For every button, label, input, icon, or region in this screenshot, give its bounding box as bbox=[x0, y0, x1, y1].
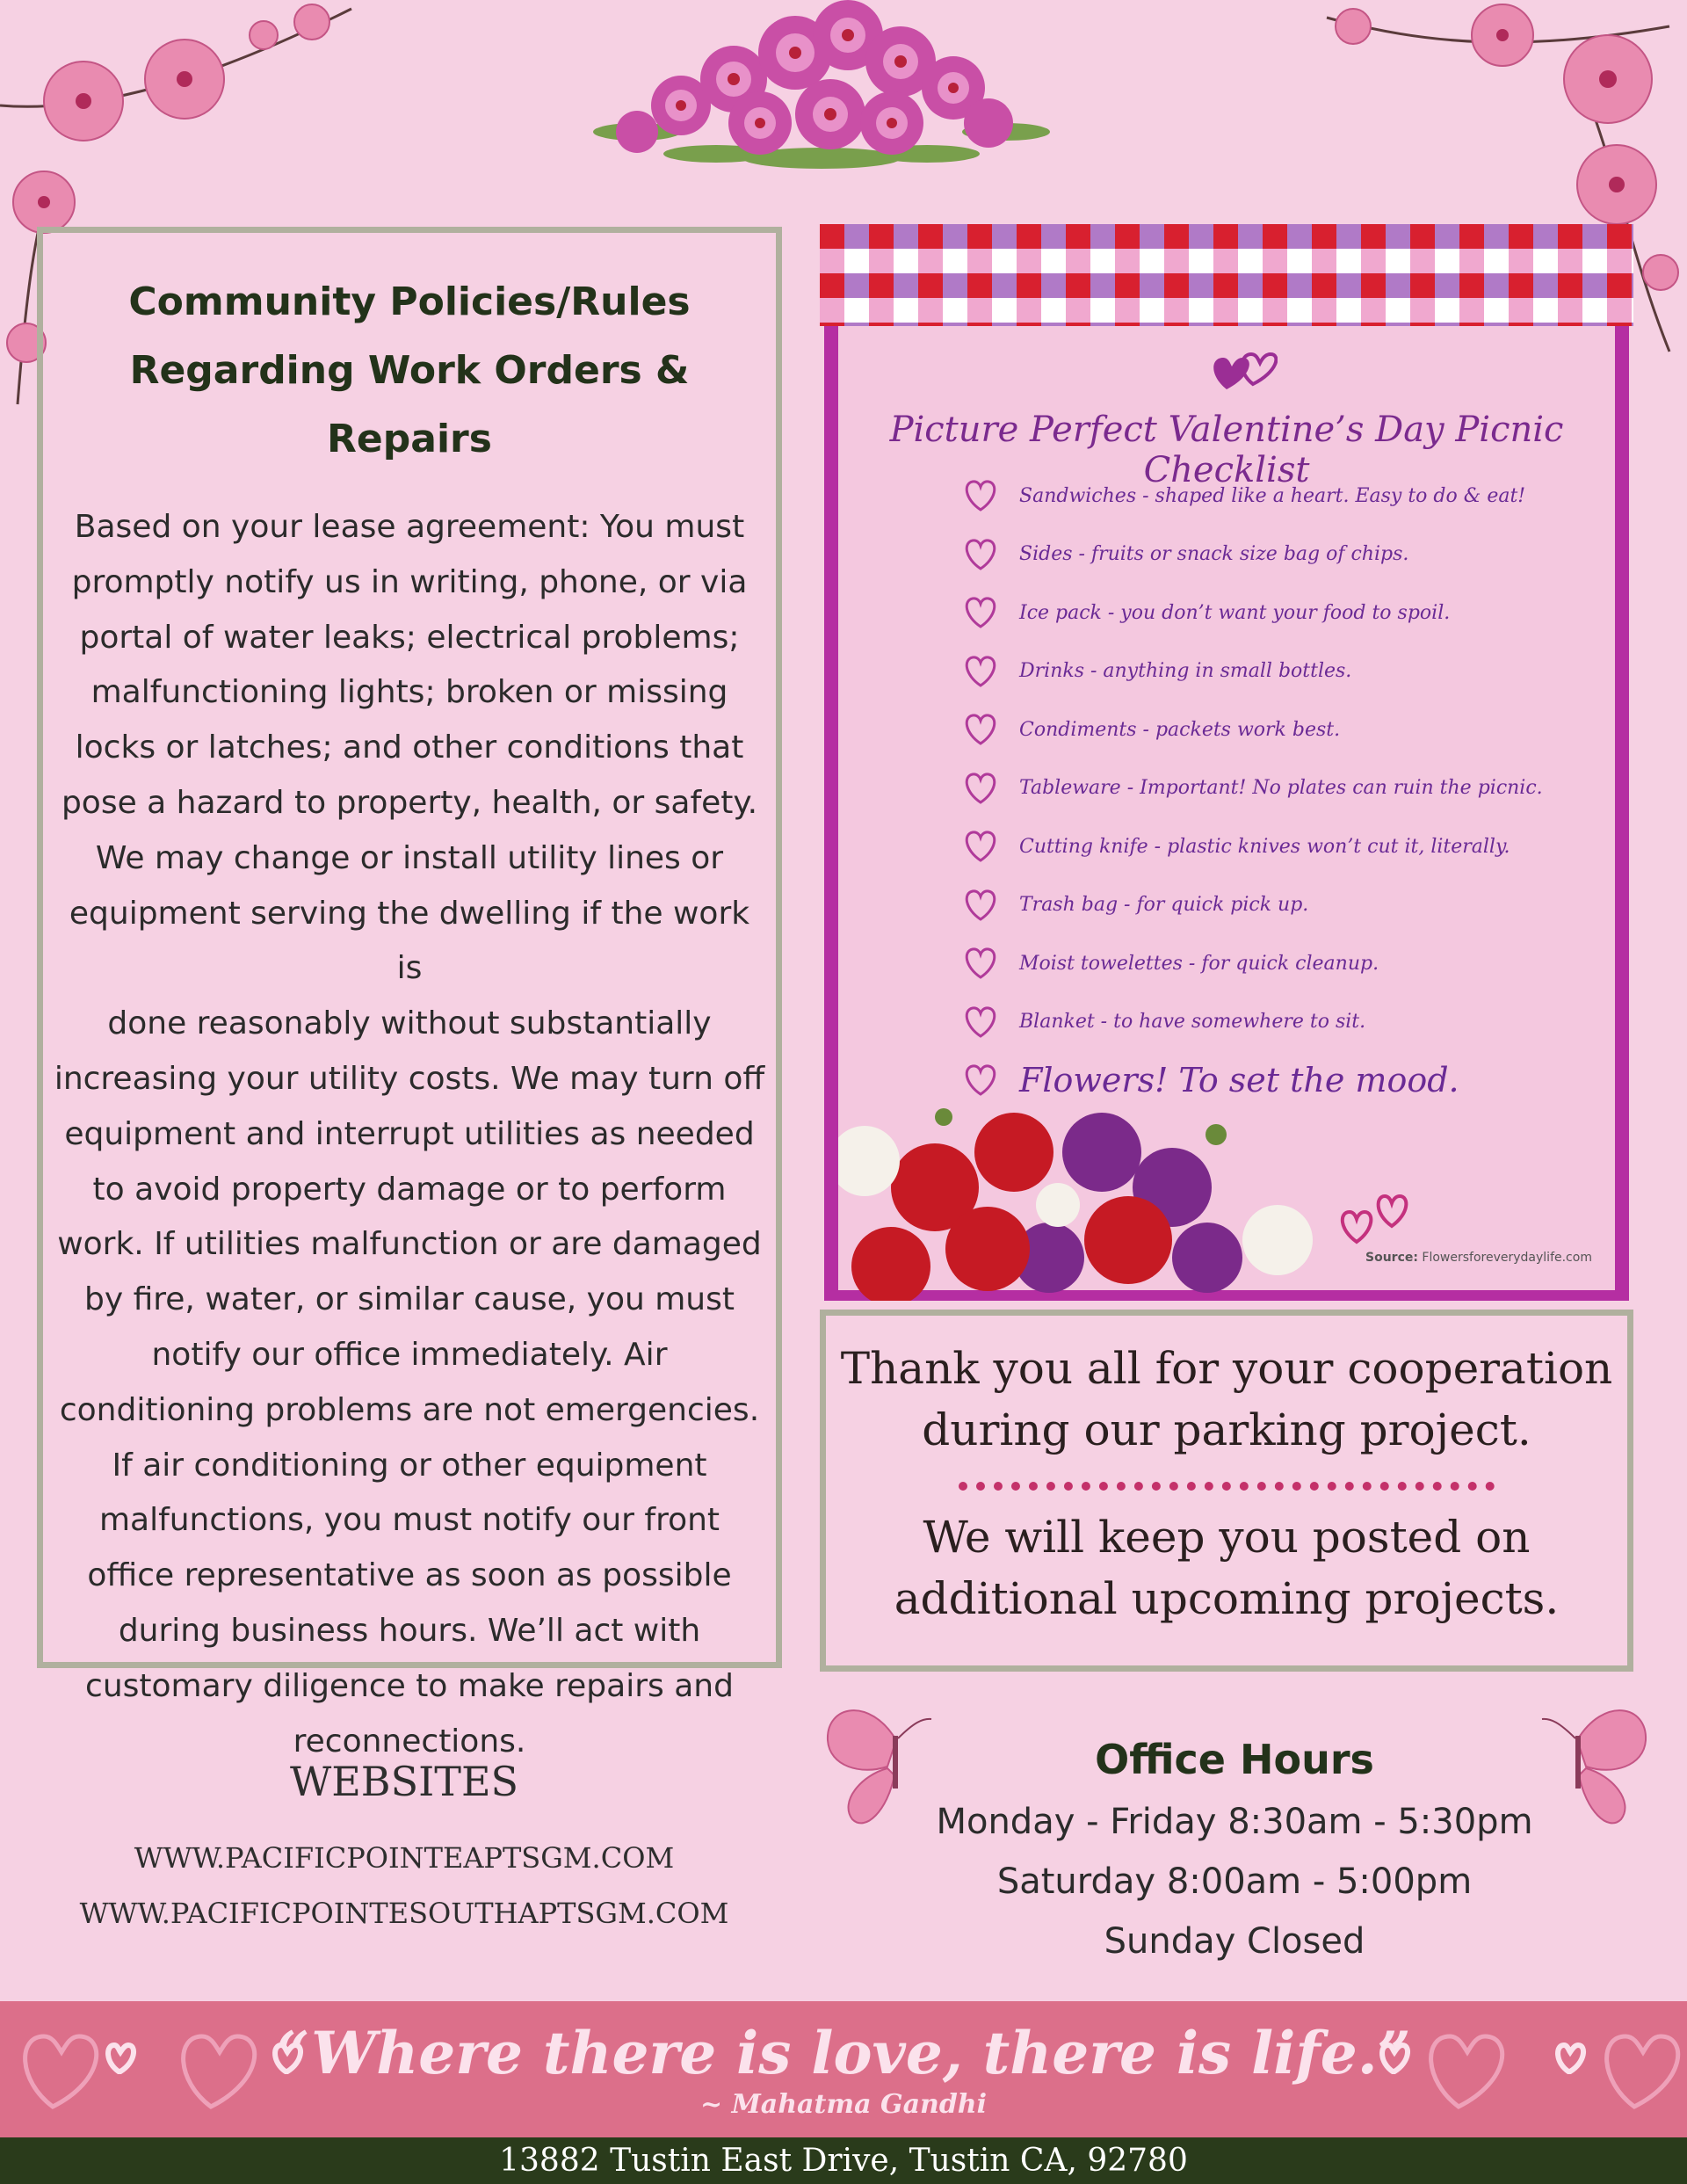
source-value: Flowersforeverydaylife.com bbox=[1422, 1251, 1592, 1265]
flower-bouquet-image bbox=[838, 1082, 1330, 1301]
checklist-item-text: Condiments - packets work best. bbox=[1019, 718, 1341, 741]
heart-checkbox-icon bbox=[961, 888, 1000, 923]
checklist-item bbox=[961, 934, 1611, 993]
website-link[interactable]: WWW.PACIFICPOINTESOUTHAPTSGM.COM bbox=[79, 1897, 729, 1930]
heart-checkbox-icon bbox=[961, 478, 1000, 513]
checklist-item-text: Flowers! To set the mood. bbox=[1019, 1061, 1459, 1100]
thanks-panel bbox=[820, 1310, 1633, 1672]
heart-checkbox-icon bbox=[961, 712, 1000, 747]
policies-body-line: If air conditioning or other equipment bbox=[112, 1447, 707, 1484]
small-hearts-icon bbox=[1330, 1187, 1418, 1249]
policies-title-line2: Regarding Work Orders & Repairs bbox=[129, 348, 690, 461]
dotted-divider bbox=[959, 1482, 1495, 1491]
policies-body-line: promptly notify us in writing, phone, or via bbox=[71, 563, 748, 600]
orchid-bouquet-decoration bbox=[584, 0, 1059, 176]
heart-checkbox-icon bbox=[961, 537, 1000, 572]
office-hours-title: Office Hours bbox=[1095, 1736, 1374, 1783]
policies-body-line: notify our office immediately. Air bbox=[151, 1336, 668, 1373]
heart-checkbox-icon bbox=[961, 1005, 1000, 1040]
quote-banner bbox=[0, 2001, 1687, 2137]
checklist-item-text: Moist towelettes - for quick cleanup. bbox=[1019, 952, 1379, 975]
checklist-item bbox=[961, 759, 1611, 818]
policies-body-line: malfunctioning lights; broken or missing bbox=[91, 674, 728, 711]
thanks-line4: additional upcoming projects. bbox=[894, 1573, 1560, 1624]
policies-body-line: done reasonably without substantially bbox=[107, 1005, 712, 1042]
policies-body-line: malfunctions, you must notify our front bbox=[98, 1502, 720, 1539]
gingham-border bbox=[820, 224, 1633, 326]
website-link[interactable]: WWW.PACIFICPOINTEAPTSGM.COM bbox=[134, 1841, 675, 1875]
heart-checkbox-icon bbox=[961, 829, 1000, 864]
source-label: Source: bbox=[1365, 1251, 1418, 1265]
checklist-frame bbox=[824, 326, 1629, 1301]
checklist-item-text: Tableware - Important! No plates can ruin the picnic. bbox=[1019, 777, 1543, 800]
policies-body-line: We may change or install utility lines or bbox=[95, 839, 724, 876]
policies-body bbox=[52, 500, 767, 1769]
heart-checkbox-icon bbox=[961, 595, 1000, 630]
policies-panel bbox=[37, 227, 782, 1760]
policies-body-line: during business hours. We’ll act with bbox=[118, 1612, 701, 1649]
checklist-item-text: Cutting knife - plastic knives won’t cut it, literally. bbox=[1019, 835, 1510, 858]
office-hours-line: Saturday 8:00am - 5:00pm bbox=[996, 1861, 1473, 1902]
thanks-line1: Thank you all for your cooperation bbox=[840, 1343, 1613, 1394]
quote-author: ~ Mahatma Gandhi bbox=[699, 2089, 987, 2120]
policies-body-line: Based on your lease agreement: You must bbox=[74, 509, 745, 545]
heart-checkbox-icon bbox=[961, 771, 1000, 806]
checklist-source bbox=[1365, 1251, 1629, 1265]
policies-title-line1: Community Policies/Rules bbox=[128, 279, 691, 324]
address-footer: 13882 Tustin East Drive, Tustin CA, 92780 bbox=[0, 2137, 1687, 2184]
office-hours-line: Sunday Closed bbox=[1104, 1921, 1365, 1962]
checklist-item bbox=[961, 817, 1611, 876]
checklist-item bbox=[961, 642, 1611, 701]
checklist-item bbox=[961, 993, 1611, 1052]
checklist-item-text: Drinks - anything in small bottles. bbox=[1019, 660, 1352, 683]
policies-body-line: equipment and interrupt utilities as needed bbox=[64, 1115, 755, 1152]
checklist-item-text: Trash bag - for quick pick up. bbox=[1019, 894, 1309, 917]
checklist-item-text: Sandwiches - shaped like a heart. Easy to do & eat! bbox=[1019, 484, 1526, 507]
thanks-line3: We will keep you posted on bbox=[923, 1512, 1531, 1563]
heart-checkbox-icon bbox=[961, 654, 1000, 689]
thanks-line2: during our parking project. bbox=[922, 1404, 1531, 1455]
policies-body-line: locks or latches; and other conditions that bbox=[75, 729, 744, 766]
picnic-checklist-card bbox=[820, 224, 1633, 1301]
checklist-item-text: Sides - fruits or snack size bag of chips. bbox=[1019, 543, 1409, 566]
websites-title: WEBSITES bbox=[289, 1758, 519, 1805]
policies-body-line: equipment serving the dwelling if the work is bbox=[69, 895, 750, 987]
policies-body-line: by fire, water, or similar cause, you must bbox=[84, 1281, 735, 1318]
checklist-item bbox=[961, 467, 1611, 526]
policies-body-line: conditioning problems are not emergencies. bbox=[59, 1391, 760, 1428]
checklist-item bbox=[961, 700, 1611, 759]
checklist-title: Picture Perfect Valentine’s Day Picnic Checklist bbox=[889, 410, 1564, 490]
checklist-items bbox=[961, 467, 1611, 1110]
policies-body-line: office representative as soon as possible bbox=[87, 1557, 732, 1594]
checklist-item-text: Ice pack - you don’t want your food to spoil. bbox=[1019, 601, 1451, 624]
quote-text: “Where there is love, there is life.” bbox=[276, 2019, 1411, 2087]
policies-body-line: pose a hazard to property, health, or safety. bbox=[61, 784, 758, 821]
checklist-item bbox=[961, 584, 1611, 642]
policies-body-line: work. If utilities malfunction or are damaged bbox=[57, 1226, 762, 1263]
office-hours-line: Monday - Friday 8:30am - 5:30pm bbox=[936, 1802, 1533, 1842]
policies-body-line: customary diligence to make repairs and bbox=[85, 1667, 734, 1704]
checklist-item bbox=[961, 876, 1611, 935]
heart-checkbox-icon bbox=[961, 946, 1000, 981]
policies-body-line: increasing your utility costs. We may turn off bbox=[54, 1060, 765, 1097]
policies-body-line: reconnections. bbox=[293, 1723, 526, 1760]
double-heart-icon bbox=[1207, 344, 1278, 396]
policies-body-line: to avoid property damage or to perform bbox=[92, 1171, 727, 1208]
policies-body-line: portal of water leaks; electrical problems; bbox=[79, 619, 740, 656]
checklist-item bbox=[961, 526, 1611, 584]
checklist-item-text: Blanket - to have somewhere to sit. bbox=[1019, 1011, 1366, 1034]
